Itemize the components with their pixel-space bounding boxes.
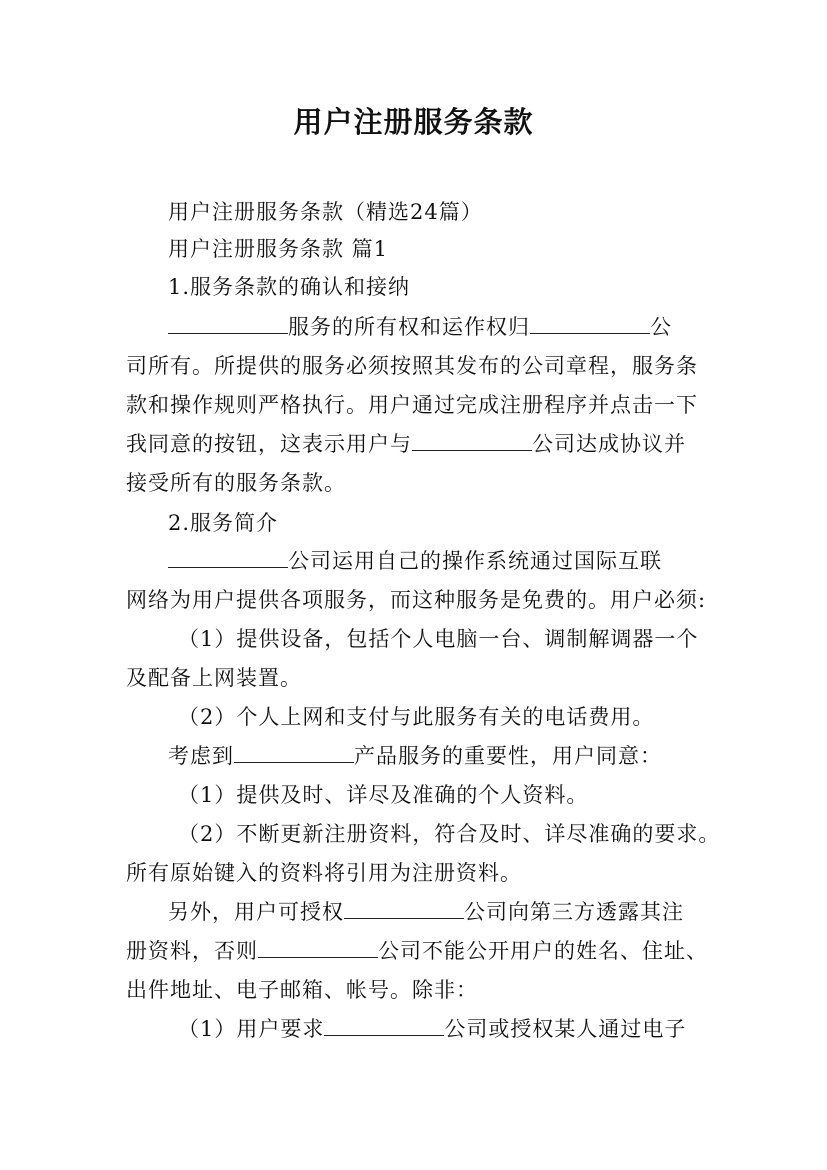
document-subtitle: 用户注册服务条款（精选24篇） bbox=[168, 200, 483, 224]
page-title: 用户注册服务条款 bbox=[293, 105, 534, 139]
paragraph-line: 出件地址、电子邮箱、帐号。除非： bbox=[126, 978, 478, 1002]
paragraph-line: 另外，用户可授权 公司向第三方透露其注 bbox=[168, 900, 684, 924]
fill-in-blank bbox=[530, 313, 650, 334]
paragraph-line: 接受所有的服务条款。 bbox=[126, 471, 346, 495]
list-item: （1）用户要求 公司或授权某人通过电子 bbox=[178, 1017, 687, 1041]
list-item: （1）提供及时、详尽及准确的个人资料。 bbox=[178, 783, 589, 807]
fill-in-blank bbox=[168, 547, 288, 568]
paragraph-line: 及配备上网装置。 bbox=[126, 666, 302, 690]
list-item: （1）提供设备，包括个人电脑一台、调制解调器一个 bbox=[178, 627, 699, 651]
list-item: （2）不断更新注册资料，符合及时、详尽准确的要求。 bbox=[178, 822, 721, 846]
paragraph-line: 册资料，否则 公司不能公开用户的姓名、住址、 bbox=[126, 939, 708, 963]
list-item: （2）个人上网和支付与此服务有关的电话费用。 bbox=[178, 705, 655, 729]
fill-in-blank bbox=[344, 898, 464, 919]
paragraph-line: 网络为用户提供各项服务，而这种服务是免费的。用户必须: bbox=[126, 588, 707, 612]
fill-in-blank bbox=[412, 430, 532, 451]
paragraph-line: 服务的所有权和运作权归 公 bbox=[168, 312, 758, 342]
fill-in-blank bbox=[258, 937, 378, 958]
section-heading-1: 1.服务条款的确认和接纳 bbox=[168, 275, 411, 299]
fill-in-blank bbox=[168, 313, 288, 334]
fill-in-blank bbox=[234, 742, 354, 763]
paragraph-line: 司所有。所提供的服务必须按照其发布的公司章程，服务条 bbox=[126, 354, 698, 378]
fill-in-blank bbox=[324, 1015, 444, 1036]
paragraph-line: 款和操作规则严格执行。用户通过完成注册程序并点击一下 bbox=[126, 393, 698, 417]
section-heading-2: 2.服务简介 bbox=[168, 511, 279, 535]
paragraph-line: 考虑到 产品服务的重要性，用户同意： bbox=[168, 744, 662, 768]
chapter-heading: 用户注册服务条款 篇1 bbox=[168, 237, 389, 261]
paragraph-line: 所有原始键入的资料将引用为注册资料。 bbox=[126, 861, 522, 885]
paragraph-line: 我同意的按钮，这表示用户与 公司达成协议并 bbox=[126, 432, 686, 456]
paragraph-line: 公司运用自己的操作系统通过国际互联 bbox=[168, 546, 758, 576]
